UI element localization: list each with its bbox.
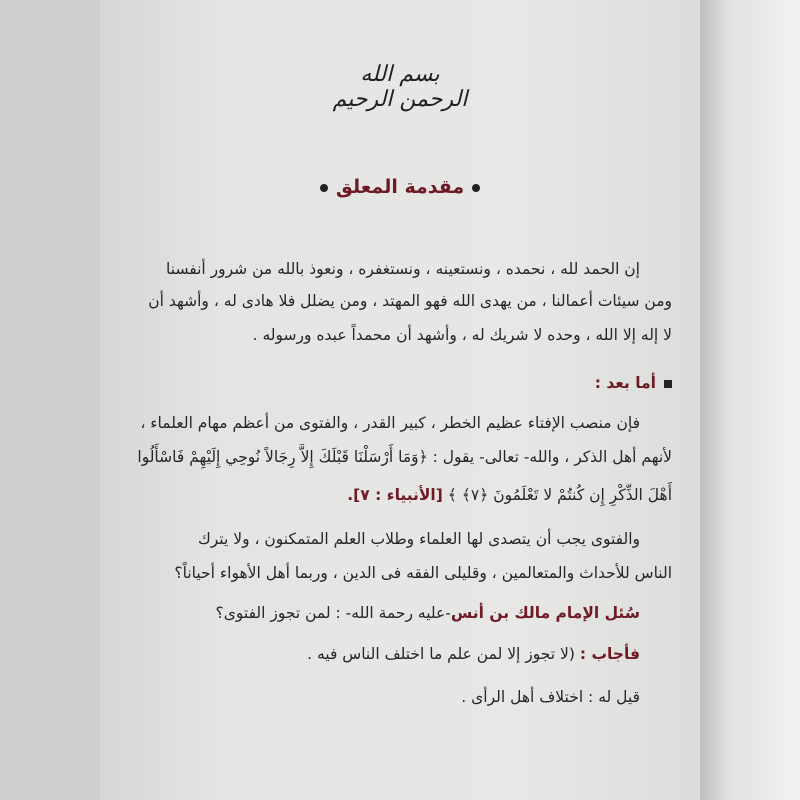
intro-line: ومن سيئات أعمالنا ، من يهدى الله فهو المهتد ، ومن يضلل فلا هادى له ، وأشهد أن <box>148 292 672 310</box>
verse-reference: [الأنبياء : ٧]. <box>347 486 443 504</box>
section-heading <box>0 176 800 198</box>
body-line: الناس للأحداث والمتعالمين ، وقليلى الفقه فى الدين ، وربما أهل الأهواء أحياناً؟ <box>174 564 672 582</box>
body-line: والفتوى يجب أن يتصدى لها العلماء وطلاب العلم المتمكنون ، ولا يترك <box>197 530 640 548</box>
question-text: -عليه رحمة الله- : لمن تجوز الفتوى؟ <box>215 604 451 622</box>
imam-name: سُئل الإمام مالك بن أنس <box>450 604 640 622</box>
subheading <box>595 374 672 392</box>
answer-label: فأجاب : <box>579 645 640 663</box>
book-page <box>100 0 700 800</box>
subheading-text: أما بعد : <box>594 374 656 392</box>
body-line: لأنهم أهل الذكر ، والله- تعالى- يقول : ﴿وَمَا أَرْسَلْنَا قَبْلَكَ إِلاَّ رِجَالاً نُوحِي إِلَيْهِمْ فَاسْأَلُوا <box>137 448 672 466</box>
verse-text: أَهْلَ الذِّكْرِ إِن كُنتُمْ لا تَعْلَمُونَ ﴿٧﴾ ﴾ <box>447 486 672 504</box>
body-line: فإن منصب الإفتاء عظيم الخطر ، كبير القدر ، والفتوى من أعظم مهام العلماء ، <box>140 414 640 432</box>
reply-line: قيل له : اختلاف أهل الرأى . <box>461 688 640 706</box>
intro-line: إن الحمد لله ، نحمده ، ونستعينه ، ونستغفره ، ونعوذ بالله من شرور أنفسنا <box>166 260 640 278</box>
answer-text: (لا تجوز إلا لمن علم ما اختلف الناس فيه . <box>307 645 575 663</box>
bullet-icon <box>472 184 480 192</box>
answer-line <box>307 645 640 663</box>
heading-text: مقدمة المعلق <box>335 176 465 198</box>
page-edge <box>700 0 800 800</box>
intro-line: لا إله إلا الله ، وحده لا شريك له ، وأشهد أن محمداً عبده ورسوله . <box>252 326 672 344</box>
square-bullet-icon <box>664 380 672 388</box>
body-line <box>347 486 672 504</box>
basmala-calligraphy: بسم الله الرحمن الرحيم <box>332 62 468 112</box>
bullet-icon <box>320 184 328 192</box>
question-line <box>216 604 640 622</box>
